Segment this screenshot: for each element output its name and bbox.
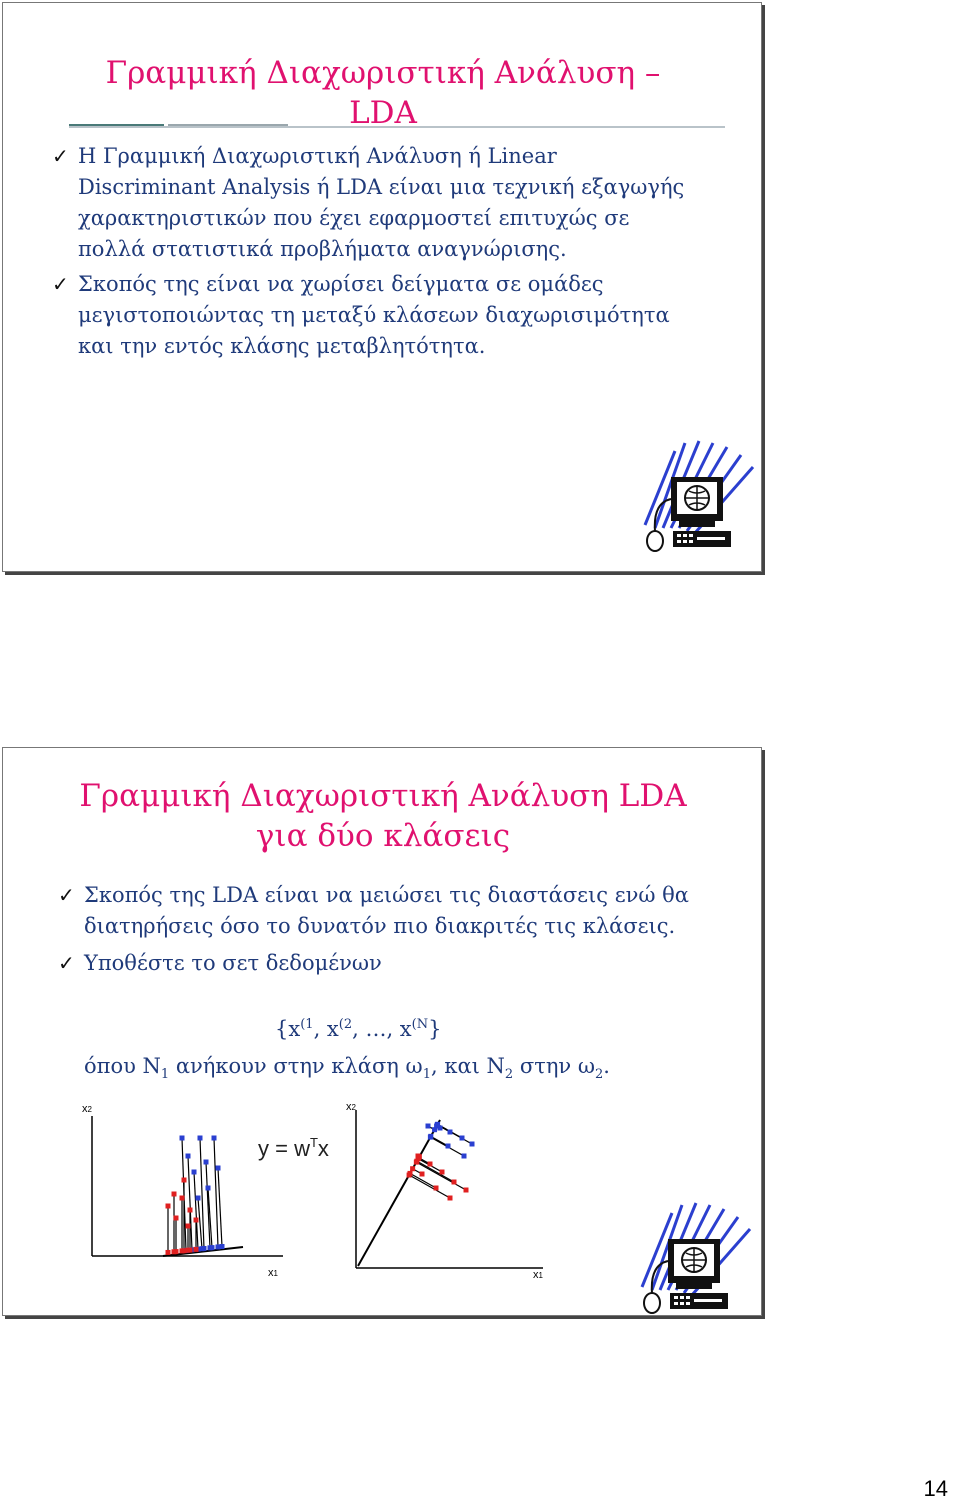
where-line: όπου $N_1$ ανήκουν στην κλάση $\omega_1$, και $N_2$ στην $\omega_2$. — [84, 1054, 610, 1083]
sample-point — [210, 1245, 215, 1250]
right-points — [407, 1122, 475, 1201]
slide-2-title-line1: Γραμμική Διαχωριστική Ανάλυση LDA — [79, 778, 687, 814]
sample-point — [448, 1196, 453, 1201]
sample-point — [194, 1218, 199, 1223]
check-icon: ✓ — [52, 144, 69, 168]
slide-1-bullets — [52, 141, 698, 362]
check-icon: ✓ — [52, 272, 69, 296]
sample-point — [198, 1136, 203, 1141]
sample-point — [180, 1196, 185, 1201]
sample-point — [428, 1135, 433, 1140]
left-y-label: x2 — [82, 1103, 92, 1115]
sample-point — [172, 1192, 177, 1197]
equation: $y = w^Tx$ — [258, 1135, 329, 1161]
sample-point — [186, 1154, 191, 1159]
sample-point — [166, 1250, 171, 1255]
computer-network-icon — [615, 433, 755, 557]
sample-point — [470, 1142, 475, 1147]
sample-point — [460, 1136, 465, 1141]
sample-point — [426, 1124, 431, 1129]
dataset-set: {$x^{(1}$, $x^{(2}$, …, $x^{(N}$} — [275, 1017, 442, 1041]
bullet: ✓ Η Γραμμική Διαχωριστική Ανάλυση ή Linear Discriminant Analysis ή LDA είναι μια τεχνική εξαγωγής χαρακτηριστικών που έχει εφαρμοστεί επιτυχώς σε πολλά στατιστικά προβλήματα αναγνώρισης. — [78, 141, 698, 265]
sample-point — [166, 1204, 171, 1209]
sample-point — [420, 1172, 425, 1177]
sample-point — [204, 1160, 209, 1165]
sample-point — [174, 1249, 179, 1254]
projection-line — [214, 1138, 218, 1247]
sample-point — [440, 1170, 445, 1175]
slide-1-title — [23, 53, 743, 133]
sample-point — [206, 1186, 211, 1191]
sample-point — [435, 1122, 440, 1127]
sample-point — [446, 1144, 451, 1149]
sample-point — [174, 1216, 179, 1221]
sample-point — [414, 1160, 419, 1165]
slide-1 — [2, 2, 762, 572]
sample-point — [186, 1248, 191, 1253]
slide-2-bullets — [58, 880, 704, 979]
sample-point — [448, 1130, 453, 1135]
sample-point — [452, 1180, 457, 1185]
sample-point — [186, 1224, 191, 1229]
left-x-label: x1 — [268, 1267, 278, 1279]
slide-1-title-line2: LDA — [349, 95, 417, 131]
sample-point — [182, 1178, 187, 1183]
projection-line — [409, 1175, 450, 1198]
sample-point — [194, 1247, 199, 1252]
sample-point — [200, 1246, 205, 1251]
lda-projection-figure — [78, 1098, 558, 1292]
right-x-label: x1 — [533, 1269, 543, 1281]
sample-point — [212, 1136, 217, 1141]
slide-2-title — [23, 776, 743, 856]
projection-line — [198, 1198, 202, 1249]
sample-point — [434, 1186, 439, 1191]
sample-point — [188, 1208, 193, 1213]
bullet: ✓ Σκοπός της LDA είναι να μειώσει τις διαστάσεις ενώ θα διατηρήσεις όσο το δυνατόν πιο διακριτές τις κλάσεις. — [84, 880, 704, 942]
projection-line — [431, 1136, 448, 1146]
sample-point — [216, 1166, 221, 1171]
slide-2-title-line2: για δύο κλάσεις — [255, 818, 511, 854]
sample-point — [410, 1166, 415, 1171]
sample-point — [220, 1244, 225, 1249]
title-rule — [69, 126, 725, 128]
sample-point — [192, 1170, 197, 1175]
computer-network-icon — [612, 1195, 752, 1319]
sample-point — [428, 1162, 433, 1167]
check-icon: ✓ — [58, 883, 75, 907]
projection-line — [218, 1168, 222, 1247]
slide-1-title-line1: Γραμμική Διαχωριστική Ανάλυση – — [105, 55, 661, 91]
page-number: 14 — [923, 1476, 948, 1501]
bullet: ✓ Υποθέστε το σετ δεδομένων — [84, 948, 704, 979]
check-icon: ✓ — [58, 951, 75, 975]
sample-point — [462, 1154, 467, 1159]
right-y-label: x2 — [346, 1101, 356, 1113]
bullet: ✓ Σκοπός της είναι να χωρίσει δείγματα σε ομάδες μεγιστοποιώντας τη μεταξύ κλάσεων διαχωρισιμότητα και την εντός κλάσης μεταβλητότητα. — [78, 269, 698, 362]
sample-point — [407, 1173, 412, 1178]
sample-point — [464, 1188, 469, 1193]
sample-point — [180, 1136, 185, 1141]
projection-line — [437, 1125, 472, 1144]
sample-point — [196, 1196, 201, 1201]
sample-point — [180, 1248, 185, 1253]
